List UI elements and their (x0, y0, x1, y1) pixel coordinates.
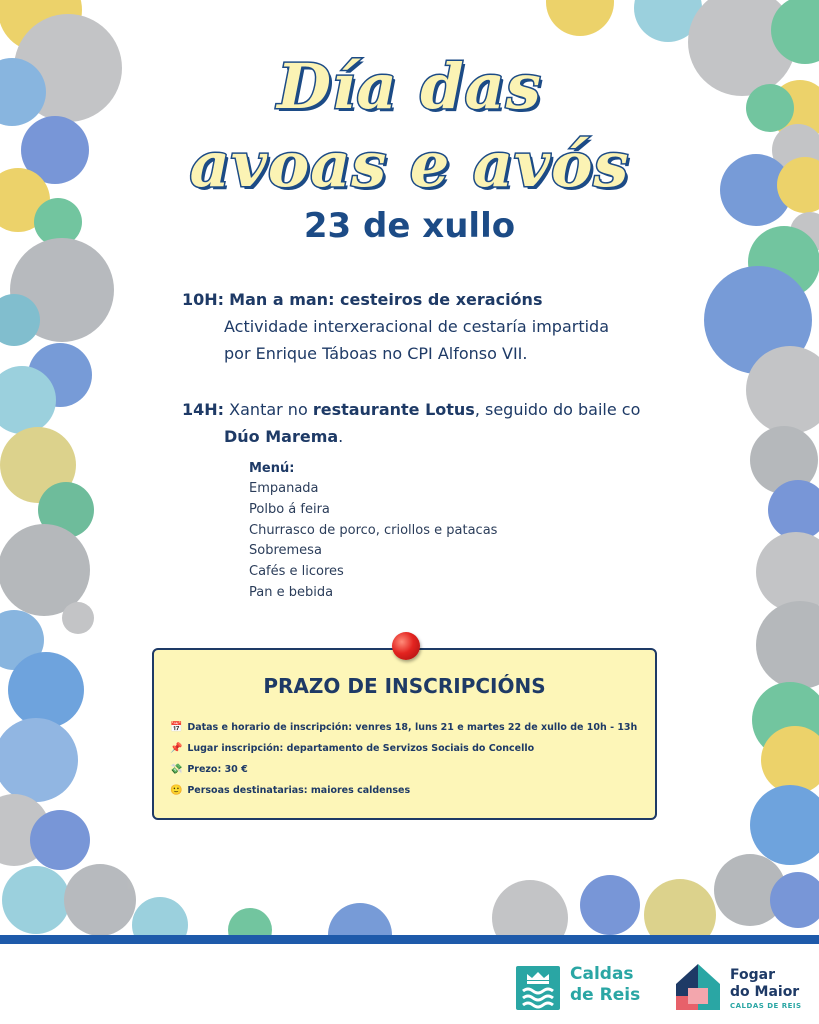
title-line-2: avoas e avós (189, 128, 630, 201)
registration-dates (170, 722, 637, 733)
event-2-heading (182, 396, 640, 423)
event-2-band: Dúo Marema (224, 427, 339, 446)
caldas-de-reis-line-1: Caldas (570, 964, 634, 984)
event-1-heading (182, 286, 542, 313)
event-1-description-line-1: Actividade interxeracional de cestaría impartida (224, 317, 610, 336)
registration-title: PRAZO DE INSCRIPCIÓNS (263, 674, 546, 698)
registration-audience-text: Persoas destinatarias: maiores caldenses (187, 785, 411, 796)
registration-dates-text: Datas e horario de inscripción: venres 18, luns 21 e martes 22 de xullo de 10h - 13h (187, 722, 638, 733)
registration-price-text: Prezo: 30 € (187, 764, 248, 775)
menu-item: Polbo á feira (249, 501, 330, 517)
caldas-de-reis-logo-icon (516, 966, 560, 1010)
menu-item: Empanada (249, 481, 319, 496)
smile-icon: 🙂 (170, 785, 183, 796)
fogar-do-maior-line-1: Fogar (730, 967, 775, 983)
menu-title: Menú: (249, 461, 295, 476)
registration-price (170, 764, 248, 775)
caldas-de-reis-line-2: de Reis (570, 985, 641, 1005)
caldas-de-reis-logo-text (570, 964, 640, 1006)
registration-place (170, 743, 534, 754)
menu-item: Sobremesa (249, 543, 322, 559)
fogar-do-maior-subtitle: CALDAS DE REIS (730, 1002, 802, 1010)
footer-bar (0, 935, 819, 944)
event-1-name: Man a man: cesteiros de xeracións (229, 290, 543, 309)
event-2-venue: restaurante Lotus (312, 400, 475, 419)
registration-box (152, 648, 657, 820)
menu-item: Cafés e licores (249, 564, 344, 580)
pushpin-icon: 📌 (170, 743, 183, 754)
event-2-time: 14H: (182, 400, 225, 419)
event-1-description-line-2: por Enrique Táboas no CPI Alfonso VII. (224, 344, 528, 363)
fogar-do-maior-house-icon (674, 962, 722, 1012)
event-1-time: 10H: (182, 290, 225, 309)
menu-item: Churrasco de porco, criollos e patacas (249, 522, 498, 538)
event-2-text-before: Xantar no (229, 400, 308, 419)
event-date: 23 de xullo (303, 206, 516, 246)
fogar-do-maior-logo-text (730, 967, 802, 1011)
registration-audience (170, 785, 410, 796)
money-icon: 💸 (170, 764, 183, 775)
registration-place-text: Lugar inscripción: departamento de Servizos Sociais do Concello (187, 743, 535, 754)
title-line-1: Día das (277, 50, 542, 123)
red-pushpin-icon (392, 632, 420, 660)
event-2-band-line (224, 423, 343, 450)
event-2-text-after: , seguido do baile co (474, 400, 641, 419)
calendar-icon: 📅 (170, 722, 183, 733)
menu (249, 458, 497, 604)
fogar-do-maior-line-2: do Maior (730, 984, 800, 1000)
menu-item: Pan e bebida (249, 584, 334, 600)
event-2-end: . (338, 427, 344, 446)
